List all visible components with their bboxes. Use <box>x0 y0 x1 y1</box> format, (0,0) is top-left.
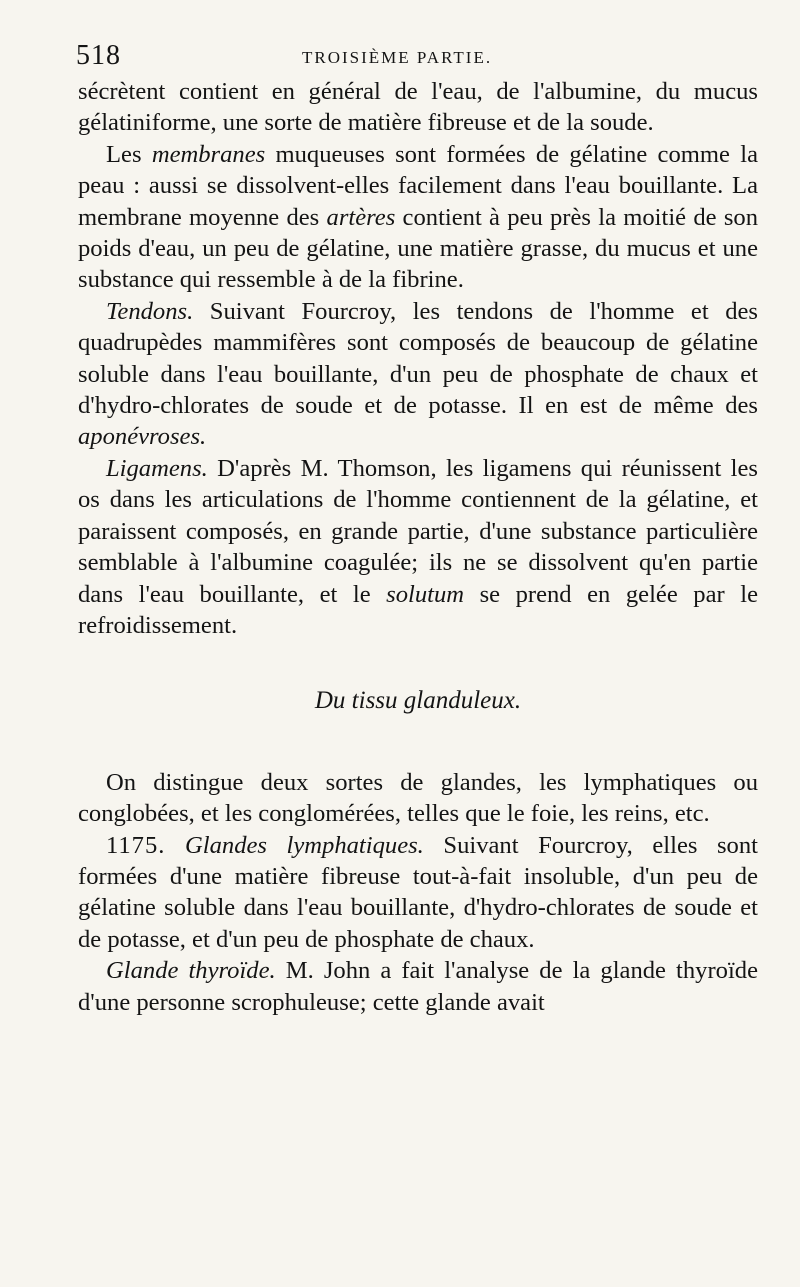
running-head: TROISIÈME PARTIE. <box>302 48 493 67</box>
paragraph-number: 1175. <box>106 831 166 859</box>
term-ligamens: Ligamens. <box>106 454 208 482</box>
paragraph-glandes-lymphatiques: 1175. Glandes lymphatiques. Suivant Fourcroy, elles sont formées d'une matière fibreuse tout-à-fait insoluble, d'un peu de gélatine soluble dans l'eau bouillante, d'hydro-chlorates de soude et de potasse, et d'un peu de phosphate de chaux. <box>78 831 758 953</box>
page-number: 518 <box>76 40 121 71</box>
page-header <box>72 40 762 80</box>
term-arteres: artères <box>326 203 396 231</box>
paragraph-tendons: Tendons. Suivant Fourcroy, les tendons de l'homme et des quadrupèdes mammifères sont composés de beaucoup de gélatine soluble dans l'eau bouillante, d'un peu de phosphate de chaux et d'hydro-chlorates de soude et de potasse. Il en est de même des aponévroses. <box>78 297 758 451</box>
paragraph-glande-thyroide: Glande thyroïde. M. John a fait l'analyse de la glande thyroïde d'une personne scrophuleuse; cette glande avait <box>78 957 758 1016</box>
term-solutum: solutum <box>386 580 465 608</box>
term-membranes: membranes <box>151 140 266 168</box>
term-aponevroses: aponévroses. <box>78 423 207 451</box>
term-glande-thyroide: Glande thyroïde. <box>106 957 276 985</box>
paragraph-ligamens: Ligamens. D'après M. Thomson, les ligamens qui réunissent les os dans les articulations de l'homme contiennent de la gélatine, et paraissent composés, en grande partie, d'une substance particulière semblable à l'albumine coagulée; ils ne se dissolvent qu'en partie dans l'eau bouillante, et le solutum se prend en gelée par le refroidissement. <box>78 454 758 639</box>
paragraph-membranes: Les membranes muqueuses sont formées de gélatine comme la peau : aussi se dissolvent-elles facilement dans l'eau bouillante. La membrane moyenne des artères contient à peu près la moitié de son poids d'eau, un peu de gélatine, une matière grasse, du mucus et une substance qui ressemble à de la fibrine. <box>78 140 759 294</box>
section-title: Du tissu glanduleux. <box>314 687 522 715</box>
term-tendons: Tendons. <box>106 297 194 325</box>
paragraph-continued: sécrètent contient en général de l'eau, de l'albumine, du mucus gélatiniforme, une sorte de matière fibreuse et de la soude. <box>78 78 758 137</box>
term-glandes-lymphatiques: Glandes lymphatiques. <box>185 831 424 859</box>
body-text <box>78 76 758 1018</box>
paragraph-glandes: On distingue deux sortes de glandes, les lymphatiques ou conglobées, et les conglomérées, telles que le foie, les reins, etc. <box>78 768 758 828</box>
